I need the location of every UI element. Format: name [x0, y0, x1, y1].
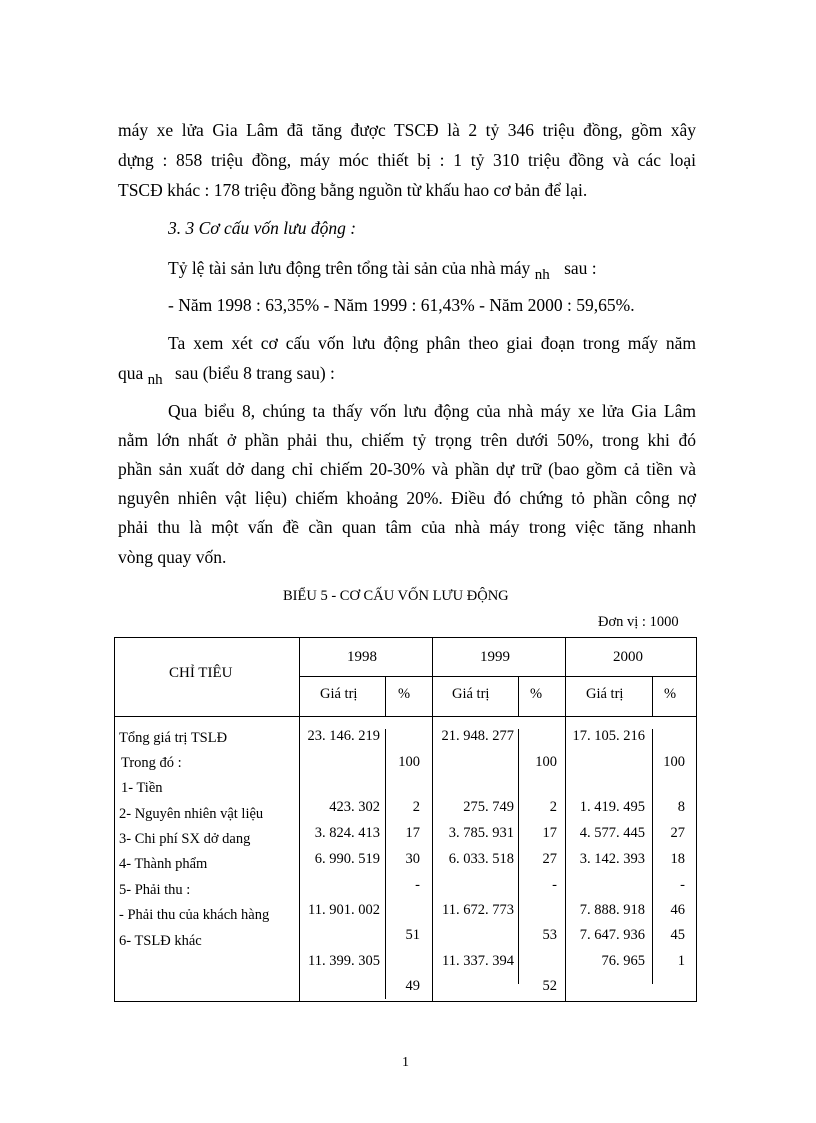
row-label: 5- Phải thu : [119, 882, 191, 898]
paragraph-line: phần sản xuất dở dang chỉ chiếm 20-30% và phần dự trữ (bao gồm cả tiền và [118, 459, 696, 479]
row-label: - Phải thu của khách hàng [119, 907, 270, 923]
percent-cell: 17 [405, 825, 420, 841]
column-divider [518, 729, 519, 984]
column-divider [652, 676, 653, 716]
row-label: 2- Nguyên nhiên vật liệu [119, 806, 264, 822]
paragraph-line [118, 363, 335, 388]
percent-cell: 17 [542, 825, 557, 841]
percent-cell: 45 [670, 927, 685, 943]
paragraph-line: Ta xem xét cơ cấu vốn lưu động phân theo giai đoạn trong mấy năm [168, 333, 696, 353]
year-header: 1999 [480, 649, 510, 665]
percent-cell: - [552, 877, 557, 893]
section-heading: 3. 3 Cơ cấu vốn lưu động : [168, 218, 357, 238]
row-label: 4- Thành phẩm [119, 856, 208, 872]
paragraph-line: nằm lớn nhất ở phần phải thu, chiếm tỷ trọng trên dưới 50%, trong khi đó [118, 430, 696, 450]
year-header: 1998 [347, 649, 377, 665]
column-divider [518, 676, 519, 716]
percent-cell: 46 [670, 902, 685, 918]
value-cell: 3. 785. 931 [448, 825, 514, 841]
percent-cell: 1 [677, 953, 685, 969]
row-label: Tổng giá trị TSLĐ [119, 730, 228, 746]
row-label: Trong đó : [121, 755, 182, 771]
percent-cell: 30 [405, 851, 420, 867]
row-label: 3- Chi phí SX dở dang [119, 831, 251, 847]
percent-cell: 100 [398, 754, 420, 770]
subscript: nh [147, 372, 163, 388]
value-cell: 1. 419. 495 [579, 799, 645, 815]
percent-cell: - [415, 877, 420, 893]
paragraph-line: nguyên nhiên vật liệu) chiếm khoảng 20%. Điều đó chứng tỏ phần công nợ [118, 488, 696, 508]
value-cell: 17. 105. 216 [572, 728, 645, 744]
text-segment: Tỷ lệ tài sản lưu động trên tổng tài sản của nhà máy [168, 258, 531, 278]
value-cell: 7. 647. 936 [579, 927, 645, 943]
percent-cell: 49 [405, 978, 420, 994]
paragraph-line [168, 258, 597, 283]
text-segment: qua [118, 363, 144, 383]
percent-cell: 51 [405, 927, 420, 943]
text-segment: sau : [564, 258, 597, 278]
value-cell: 6. 990. 519 [314, 851, 380, 867]
value-cell: 275. 749 [463, 799, 514, 815]
paragraph-line: máy xe lửa Gia Lâm đã tăng được TSCĐ là 2 tỷ 346 triệu đồng, gồm xây [118, 120, 696, 140]
percent-cell: 27 [542, 851, 557, 867]
paragraph-line: dựng : 858 triệu đồng, máy móc thiết bị : 1 tỷ 310 triệu đồng và các loại [118, 150, 696, 170]
percent-cell: 18 [670, 851, 685, 867]
percent-cell: 100 [535, 754, 557, 770]
subheader-percent: % [398, 686, 411, 702]
column-divider [432, 637, 433, 1001]
subheader-value: Giá trị [452, 686, 490, 702]
column-divider [652, 729, 653, 984]
value-cell: 11. 672. 773 [442, 902, 514, 918]
value-cell: 4. 577. 445 [579, 825, 645, 841]
percent-cell: 2 [549, 799, 557, 815]
paragraph-line: - Năm 1998 : 63,35% - Năm 1999 : 61,43% - Năm 2000 : 59,65%. [168, 295, 635, 315]
subheader-value: Giá trị [320, 686, 358, 702]
value-cell: 7. 888. 918 [579, 902, 645, 918]
subheader-percent: % [664, 686, 677, 702]
paragraph-line: phải thu là một vấn đề cần quan tâm của nhà máy trong việc tăng nhanh [118, 517, 696, 537]
header-indicator: CHỈ TIÊU [169, 665, 233, 681]
row-label: 6- TSLĐ khác [119, 933, 202, 949]
value-cell: 3. 142. 393 [579, 851, 645, 867]
column-divider [385, 729, 386, 999]
paragraph-line: Qua biểu 8, chúng ta thấy vốn lưu động của nhà máy xe lửa Gia Lâm [168, 401, 696, 421]
row-label: 1- Tiền [121, 780, 163, 796]
table-unit: Đơn vị : 1000 [598, 614, 679, 630]
value-cell: 3. 824. 413 [314, 825, 380, 841]
percent-cell: 2 [412, 799, 420, 815]
row-divider [114, 716, 697, 717]
text-segment: sau (biểu 8 trang sau) : [175, 363, 335, 383]
subheader-value: Giá trị [586, 686, 624, 702]
value-cell: 76. 965 [601, 953, 645, 969]
year-header: 2000 [613, 649, 643, 665]
value-cell: 11. 337. 394 [442, 953, 514, 969]
percent-cell: 8 [677, 799, 685, 815]
value-cell: 23. 146. 219 [307, 728, 380, 744]
value-cell: 423. 302 [329, 799, 380, 815]
paragraph-line: vòng quay vốn. [118, 547, 227, 567]
percent-cell: 100 [663, 754, 685, 770]
page-number: 1 [402, 1055, 409, 1070]
subscript: nh [534, 267, 550, 283]
value-cell: 6. 033. 518 [448, 851, 514, 867]
column-divider [385, 676, 386, 716]
column-divider [299, 637, 300, 1001]
value-cell: 11. 399. 305 [308, 953, 380, 969]
paragraph-line: TSCĐ khác : 178 triệu đồng bằng nguồn từ khấu hao cơ bản để lại. [118, 180, 588, 200]
percent-cell: 53 [542, 927, 557, 943]
subheader-percent: % [530, 686, 543, 702]
value-cell: 21. 948. 277 [441, 728, 514, 744]
value-cell: 11. 901. 002 [308, 902, 380, 918]
column-divider [565, 637, 566, 1001]
percent-cell: - [680, 877, 685, 893]
row-divider [299, 676, 696, 677]
percent-cell: 52 [542, 978, 557, 994]
percent-cell: 27 [670, 825, 685, 841]
table-title: BIỂU 5 - CƠ CẤU VỐN LƯU ĐỘNG [283, 588, 509, 604]
